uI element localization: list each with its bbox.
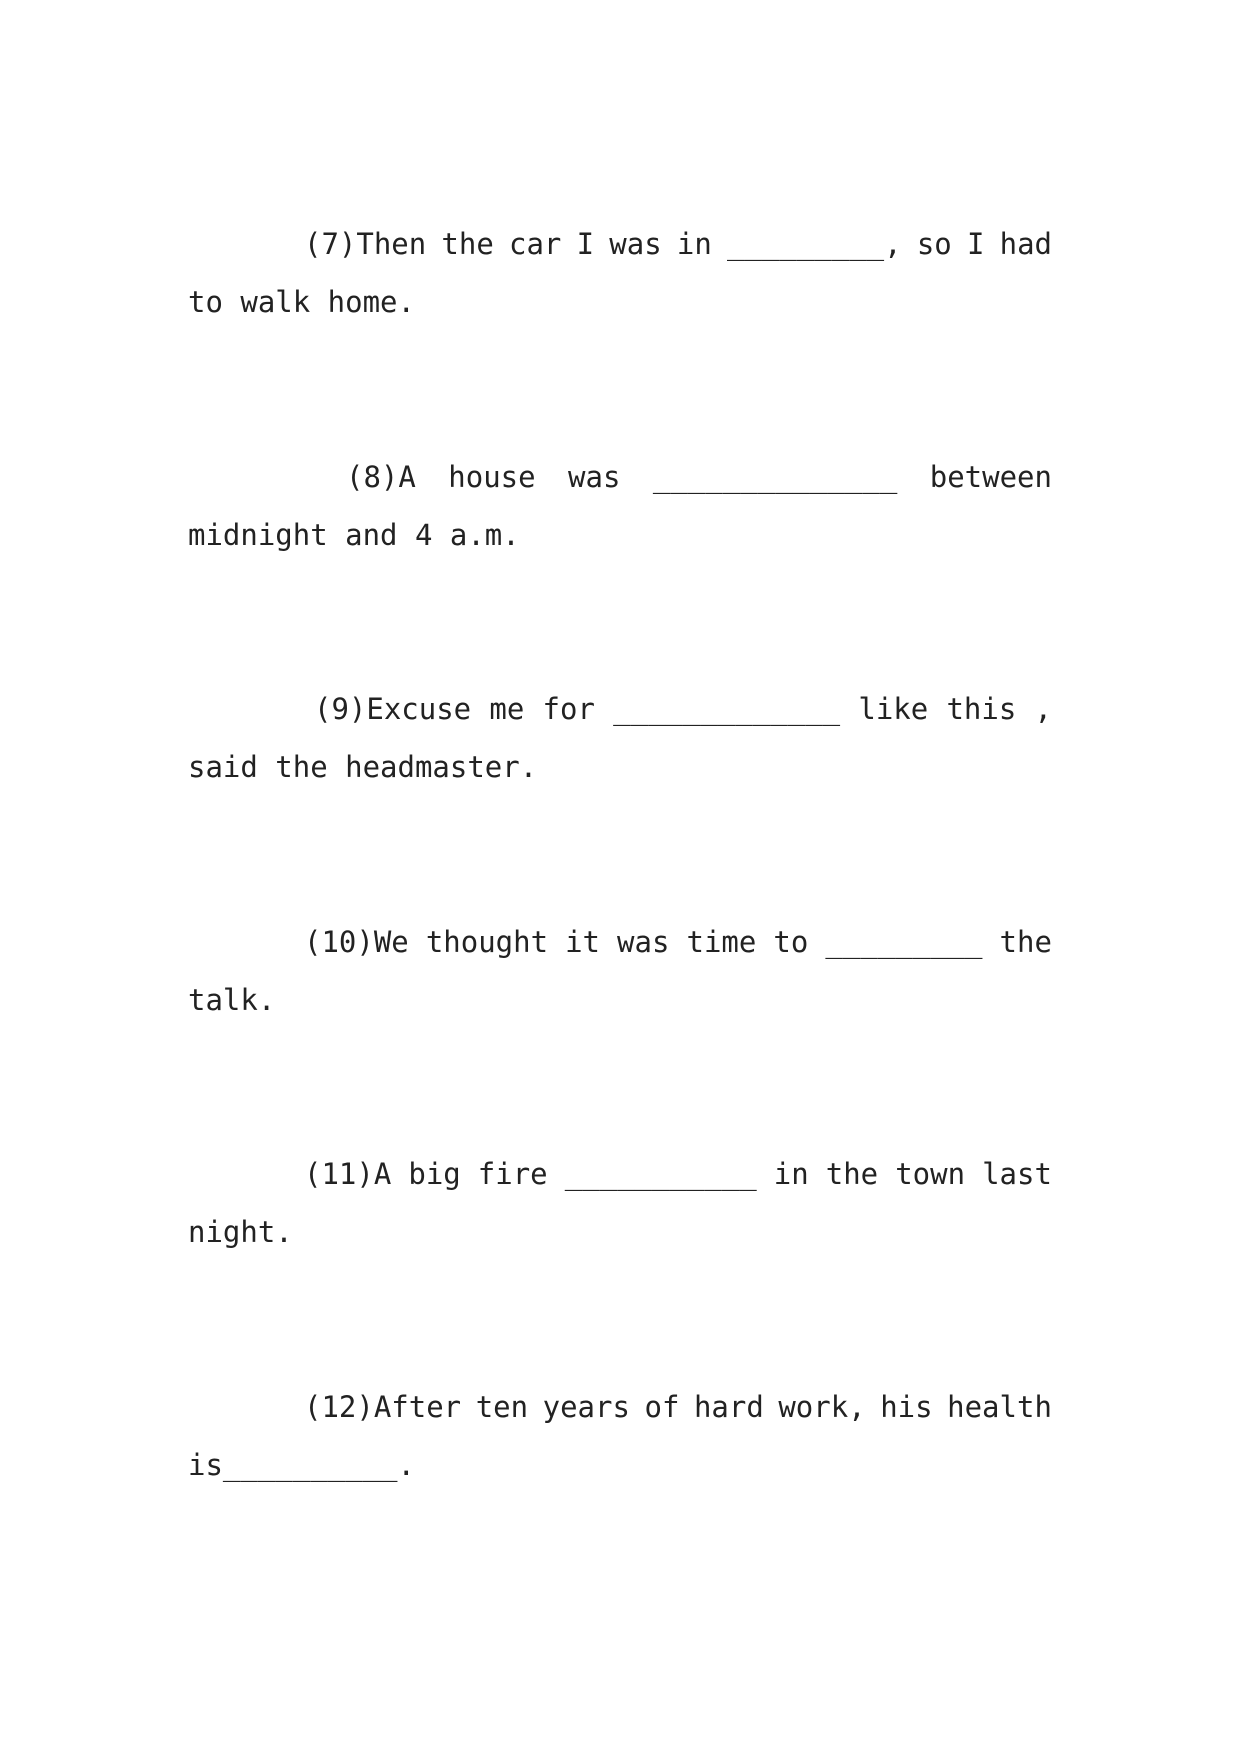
word: (8)A	[346, 460, 416, 494]
question-12-line-2: is__________.	[188, 1448, 415, 1482]
word: was	[568, 460, 621, 494]
word: hard	[693, 1390, 764, 1424]
word: so	[916, 227, 952, 261]
word: between	[929, 460, 1052, 494]
question-9-line-2: said the headmaster.	[188, 750, 538, 784]
answer-blank: _____________	[613, 692, 841, 726]
word: ,	[1034, 692, 1052, 726]
answer-blank: ___________	[564, 1157, 757, 1191]
question-8-line-2: midnight and 4 a.m.	[188, 518, 520, 552]
question-12-line-1	[188, 1387, 1052, 1427]
word: (10)We	[304, 925, 409, 959]
question-11-line-1	[188, 1154, 1052, 1194]
word: (7)Then	[304, 227, 427, 261]
word: (9)Excuse	[314, 692, 472, 726]
word: town	[895, 1157, 966, 1191]
word: health	[947, 1390, 1052, 1424]
question-7-line-2: to walk home.	[188, 285, 415, 319]
word: work,	[778, 1390, 866, 1424]
word: thought	[425, 925, 549, 959]
word: big	[408, 1157, 461, 1191]
word: the	[825, 1157, 879, 1191]
word: years	[542, 1390, 630, 1424]
word: house	[448, 460, 536, 494]
word: me	[489, 692, 525, 726]
word: it	[565, 925, 600, 959]
question-8-line-1	[188, 457, 1052, 497]
word: time	[686, 925, 757, 959]
answer-blank: _________,	[727, 227, 902, 261]
word: was	[617, 925, 670, 959]
answer-blank: _________	[825, 925, 983, 959]
word: had	[999, 227, 1052, 261]
word: in	[676, 227, 712, 261]
word: in	[773, 1157, 809, 1191]
question-7-line-1	[188, 224, 1052, 264]
word: car	[509, 227, 562, 261]
word: for	[542, 692, 595, 726]
word: like	[858, 692, 929, 726]
word: (12)After	[304, 1390, 462, 1424]
word: fire	[477, 1157, 548, 1191]
word: the	[441, 227, 494, 261]
question-11-line-2: night.	[188, 1215, 293, 1249]
word: last	[982, 1157, 1052, 1191]
word: to	[773, 925, 809, 959]
question-9-line-1	[188, 689, 1052, 729]
word: his	[880, 1390, 933, 1424]
question-10-line-2: talk.	[188, 983, 276, 1017]
word: was	[609, 227, 662, 261]
word: I	[966, 227, 985, 261]
word: I	[576, 227, 595, 261]
word: (11)A	[304, 1157, 392, 1191]
word: this	[946, 692, 1017, 726]
answer-blank: ______________	[652, 460, 898, 494]
word: the	[999, 925, 1052, 959]
question-10-line-1	[188, 922, 1052, 962]
word: of	[644, 1390, 680, 1424]
word: ten	[475, 1390, 529, 1424]
